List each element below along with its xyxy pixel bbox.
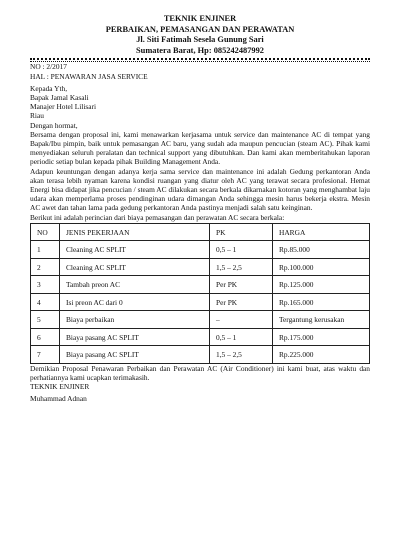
row-pk: 1,5 – 2,5 xyxy=(210,258,273,276)
row-no: 1 xyxy=(31,241,60,259)
table-row xyxy=(31,276,370,294)
row-job: Cleaning AC SPLIT xyxy=(60,258,210,276)
price-table-header xyxy=(31,223,370,241)
letter-subject: HAL : PENAWARAN JASA SERVICE xyxy=(30,71,148,81)
row-price: Rp.175.000 xyxy=(273,328,370,346)
company-subtitle: PERBAIKAN, PEMASANGAN DAN PERAWATAN xyxy=(105,24,295,34)
company-address: Jl. Siti Fatimah Sesela Gunung Sari xyxy=(136,35,264,45)
table-row xyxy=(31,293,370,311)
recipient-name: Bapak Jamal Kasali xyxy=(30,92,89,102)
row-pk: 0,5 – 1 xyxy=(210,328,273,346)
price-table xyxy=(30,223,370,364)
paragraph-1: Bersama dengan proposal ini, kami menawarkan kerjasama untuk service dan maintenance AC di tempat yang Bapak/Ibu pimpin, baik untuk pemasangan AC baru, yang sudah ada maupun pencucian (steam AC). Pihak kami menyediakan seluruh peralatan dan technical support yang dibutuhkan. Dan kami akan memberitahukan laporan periodic setiap bulan kepada pihak Building Management Anda. xyxy=(30,129,370,167)
closing-paragraph: Demikian Proposal Penawaran Perbaikan dan Perawatan AC (Air Conditioner) ini kami buat, atas waktu dan perhatiannya kami ucapkan terimakasih. xyxy=(30,363,370,383)
row-price: Rp.100.000 xyxy=(273,258,370,276)
header-pk: PK xyxy=(210,223,273,241)
row-pk: – xyxy=(210,311,273,329)
row-no: 2 xyxy=(31,258,60,276)
row-pk: Per PK xyxy=(210,293,273,311)
company-city-phone: Sumatera Barat, Hp: 085242487992 xyxy=(136,45,264,55)
row-pk: Per PK xyxy=(210,276,273,294)
greeting: Dengan hormat, xyxy=(30,120,78,130)
row-price: Tergantung kerusakan xyxy=(273,311,370,329)
row-job: Isi preon AC dari 0 xyxy=(60,293,210,311)
signature-company: TEKNIK ENJINER xyxy=(30,382,90,392)
row-price: Rp.125.000 xyxy=(273,276,370,294)
to-line: Kepada Yth, xyxy=(30,83,68,93)
row-job: Biaya perbaikan xyxy=(60,311,210,329)
company-title: TEKNIK ENJINER xyxy=(163,14,237,23)
row-price: Rp.225.000 xyxy=(273,346,370,364)
row-job: Biaya pasang AC SPLIT xyxy=(60,328,210,346)
row-price: Rp.85.000 xyxy=(273,241,370,259)
row-no: 7 xyxy=(31,346,60,364)
recipient-place: Riau xyxy=(30,111,44,121)
signature-name: Muhammad Adnan xyxy=(30,394,87,404)
table-intro: Berikut ini adalah perincian dari biaya pemasangan dan perawatan AC secara berkala: xyxy=(30,212,285,222)
letterhead xyxy=(30,14,370,56)
table-row xyxy=(31,311,370,329)
table-row xyxy=(31,328,370,346)
table-row xyxy=(31,346,370,364)
row-job: Cleaning AC SPLIT xyxy=(60,241,210,259)
table-row xyxy=(31,241,370,259)
row-no: 6 xyxy=(31,328,60,346)
row-pk: 0,5 – 1 xyxy=(210,241,273,259)
row-job: Biaya pasang AC SPLIT xyxy=(60,346,210,364)
header-price: HARGA xyxy=(273,223,370,241)
row-pk: 1,5 – 2,5 xyxy=(210,346,273,364)
row-no: 5 xyxy=(31,311,60,329)
row-no: 4 xyxy=(31,293,60,311)
row-no: 3 xyxy=(31,276,60,294)
paragraph-2: Adapun keuntungan dengan adanya kerja sama service dan maintenance ini adalah Gedung perkantoran Anda akan terasa lebih nyaman karena kondisi ruangan yang diatur oleh AC yang terawat secara profesional. Hemat Energi bisa didapat jika pencucian / steam AC dilakukan secara berkala dikarnakan kotoran yang menghambat laju udara akan memperlama proses pendinginan udara dimangan Anda sehingga mesin harus bekerja ekstra. Mesin AC awet dan tahan lama pada gedung perkantoran Anda pastinya menjadi salah satu keinginan. xyxy=(30,166,370,213)
header-job: JENIS PEKERJAAN xyxy=(60,223,210,241)
header-no: NO xyxy=(31,223,60,241)
letter-number: NO : 2/2017 xyxy=(30,62,67,72)
table-row xyxy=(31,258,370,276)
recipient-title: Manajer Hotel Lilisari xyxy=(30,102,97,112)
row-price: Rp.165.000 xyxy=(273,293,370,311)
row-job: Tambah preon AC xyxy=(60,276,210,294)
